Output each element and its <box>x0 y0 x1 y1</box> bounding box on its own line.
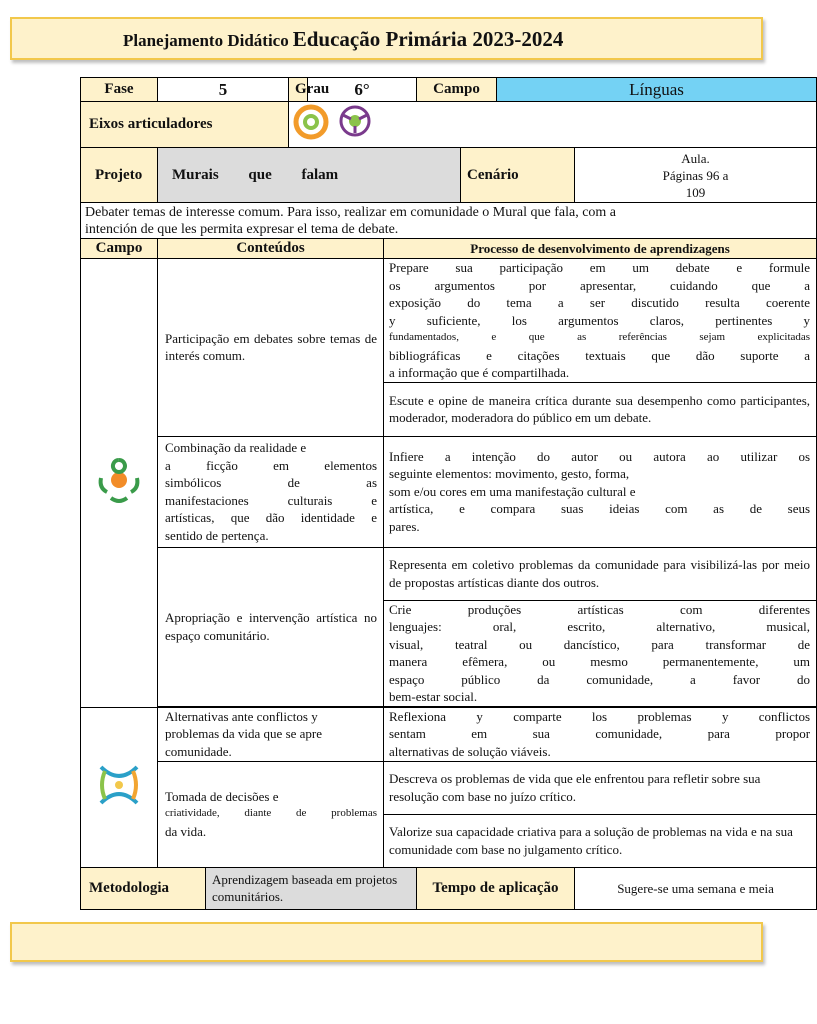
c2-l1: Combinação da realidade e <box>165 440 307 455</box>
c5-l2: criatividade, diante de problemas <box>165 807 377 820</box>
p3-2-l5: espaço público da comunidade, a favor do <box>389 671 811 687</box>
title-part2: Educação Primária 2023-2024 <box>292 27 564 51</box>
c4-l3: comunidade. <box>165 743 232 759</box>
planning-table <box>80 77 817 910</box>
processo-5-1: Descreva os problemas de vida que ele enfrentou para refletir sobre sua resolução com base no juízo crítico. <box>384 761 817 814</box>
p1-1-l1: Prepare sua participação em um debate e formule <box>389 260 811 275</box>
campo-value: Línguas <box>497 78 817 102</box>
cenario-line-1: Aula. <box>681 150 710 166</box>
p2-1-l4: artística, e compara suas ideias com as de seus <box>389 501 811 517</box>
c2-l4: manifestaciones culturais e <box>165 492 377 508</box>
p3-2-l6: bem-estar social. <box>389 689 478 704</box>
processo-5-2: Valorize sua capacidade criativa para a solução de problemas na vida e na sua comunidade com base no julgamento crítico. <box>384 814 817 867</box>
conteudo-5 <box>158 761 384 867</box>
header-banner <box>10 17 763 60</box>
campo-cell-1 <box>81 259 158 708</box>
cenario-label: Cenário <box>461 148 575 203</box>
p2-1-l2: seguinte elementos: movimento, gesto, forma, <box>389 466 630 482</box>
p3-2-l1: Crie produções artísticas com diferentes <box>389 601 811 617</box>
conteudo-2 <box>158 436 384 547</box>
project-description <box>81 203 817 239</box>
c2-l3: simbólicos de as <box>165 475 377 490</box>
p4-1-l3: alternativas de solução viáveis. <box>389 743 551 759</box>
grau-value: 6° <box>308 78 417 102</box>
p4-1-l2: sentam em sua comunidade, para propor <box>389 726 811 742</box>
processo-4-1 <box>384 707 817 761</box>
p2-1-l1: Infiere a intenção do autor ou autora ao utilizar os <box>389 448 811 464</box>
p1-1-l2: os argumentos por apresentar, cuidando que a <box>389 277 811 293</box>
header-campo: Campo <box>81 239 158 259</box>
p3-2-l4: manera efêmera, ou mesmo permanentemente, um <box>389 654 811 669</box>
page-title <box>123 27 563 52</box>
conteudo-1: Participação em debates sobre temas de interés comum. <box>158 259 384 437</box>
eixo-icon-2 <box>341 107 369 135</box>
processo-3-2 <box>384 600 817 706</box>
p2-1-l5: pares. <box>389 518 420 534</box>
metodologia-label: Metodologia <box>81 867 206 909</box>
fase-value: 5 <box>158 78 289 102</box>
p1-1-l3: exposição do tema a ser discutido resulta coerente <box>389 295 811 310</box>
header-processo: Processo de desenvolvimento de aprendizagens <box>384 239 817 259</box>
description-line-1: Debater temas de interesse comum. Para isso, realizar em comunidade o Mural que fala, com a <box>85 204 617 220</box>
p1-1-l6: bibliográficas e citações textuais que dão suporte a <box>389 347 811 363</box>
processo-3-1: Representa em coletivo problemas da comunidade para visibilizá-las por meio de propostas artísticas diante dos outros. <box>384 547 817 600</box>
header-conteudos: Conteúdos <box>158 239 384 259</box>
eixos-icons <box>289 102 817 148</box>
eixos-label: Eixos articuladores <box>81 102 289 148</box>
c5-l3: da vida. <box>165 823 207 839</box>
description-line-2: intención de que les permita expresar el tema de debate. <box>85 221 399 237</box>
c2-l6: sentido de pertença. <box>165 527 269 543</box>
p4-1-l1: Reflexiona y comparte los problemas y conflictos <box>389 708 811 724</box>
p2-1-l3: som e/ou cores em uma manifestação cultural e <box>389 483 636 499</box>
c4-l1: Alternativas ante conflictos y <box>165 708 318 724</box>
p1-1-l4: y suficiente, los argumentos claros, pertinentes y <box>389 312 811 328</box>
grau-label: Grau <box>289 78 308 102</box>
c4-l2: problemas da vida que se apre <box>165 726 323 742</box>
c5-l1: Tomada de decisões e <box>165 788 279 804</box>
campo-cell-2 <box>81 707 158 867</box>
projeto-value: Murais que falam <box>158 148 461 203</box>
c2-l5: artísticas, que dão identidade e <box>165 510 377 525</box>
campo-humano-icon <box>95 761 143 809</box>
fase-label: Fase <box>81 78 158 102</box>
conteudo-3: Apropriação e intervenção artística no espaço comunitário. <box>158 547 384 706</box>
processo-2-1 <box>384 436 817 547</box>
cenario-value <box>575 148 817 203</box>
footer-banner <box>10 922 763 962</box>
p3-2-l3: visual, teatral ou dancístico, para transformar de <box>389 636 811 652</box>
metodologia-value: Aprendizagem baseada em projetos comunitários. <box>206 867 417 909</box>
c2-l2: a ficção em elementos <box>165 457 377 473</box>
processo-1-2: Escute e opine de maneira crítica durante sua desempenho como participantes, moderador, moderadora do público em um debate. <box>384 382 817 436</box>
processo-1-1 <box>384 259 817 383</box>
campo-label: Campo <box>417 78 497 102</box>
eixos-icon-group <box>293 102 383 142</box>
eixo-icon-1 <box>296 107 326 137</box>
p1-1-l5: fundamentados, e que as referências sejam explicitadas <box>389 331 811 343</box>
tempo-label: Tempo de aplicação <box>417 867 575 909</box>
projeto-label: Projeto <box>81 148 158 203</box>
tempo-value: Sugere-se uma semana e meia <box>575 867 817 909</box>
p1-1-l7: a informação que é compartilhada. <box>389 365 570 380</box>
cenario-line-2: Páginas 96 a <box>662 167 729 183</box>
campo-etica-icon <box>95 456 143 504</box>
conteudo-4 <box>158 707 384 761</box>
title-part1: Planejamento Didático <box>123 31 289 50</box>
p3-2-l2: lenguajes: oral, escrito, alternativo, musical, <box>389 619 811 634</box>
cenario-line-3: 109 <box>685 184 706 200</box>
